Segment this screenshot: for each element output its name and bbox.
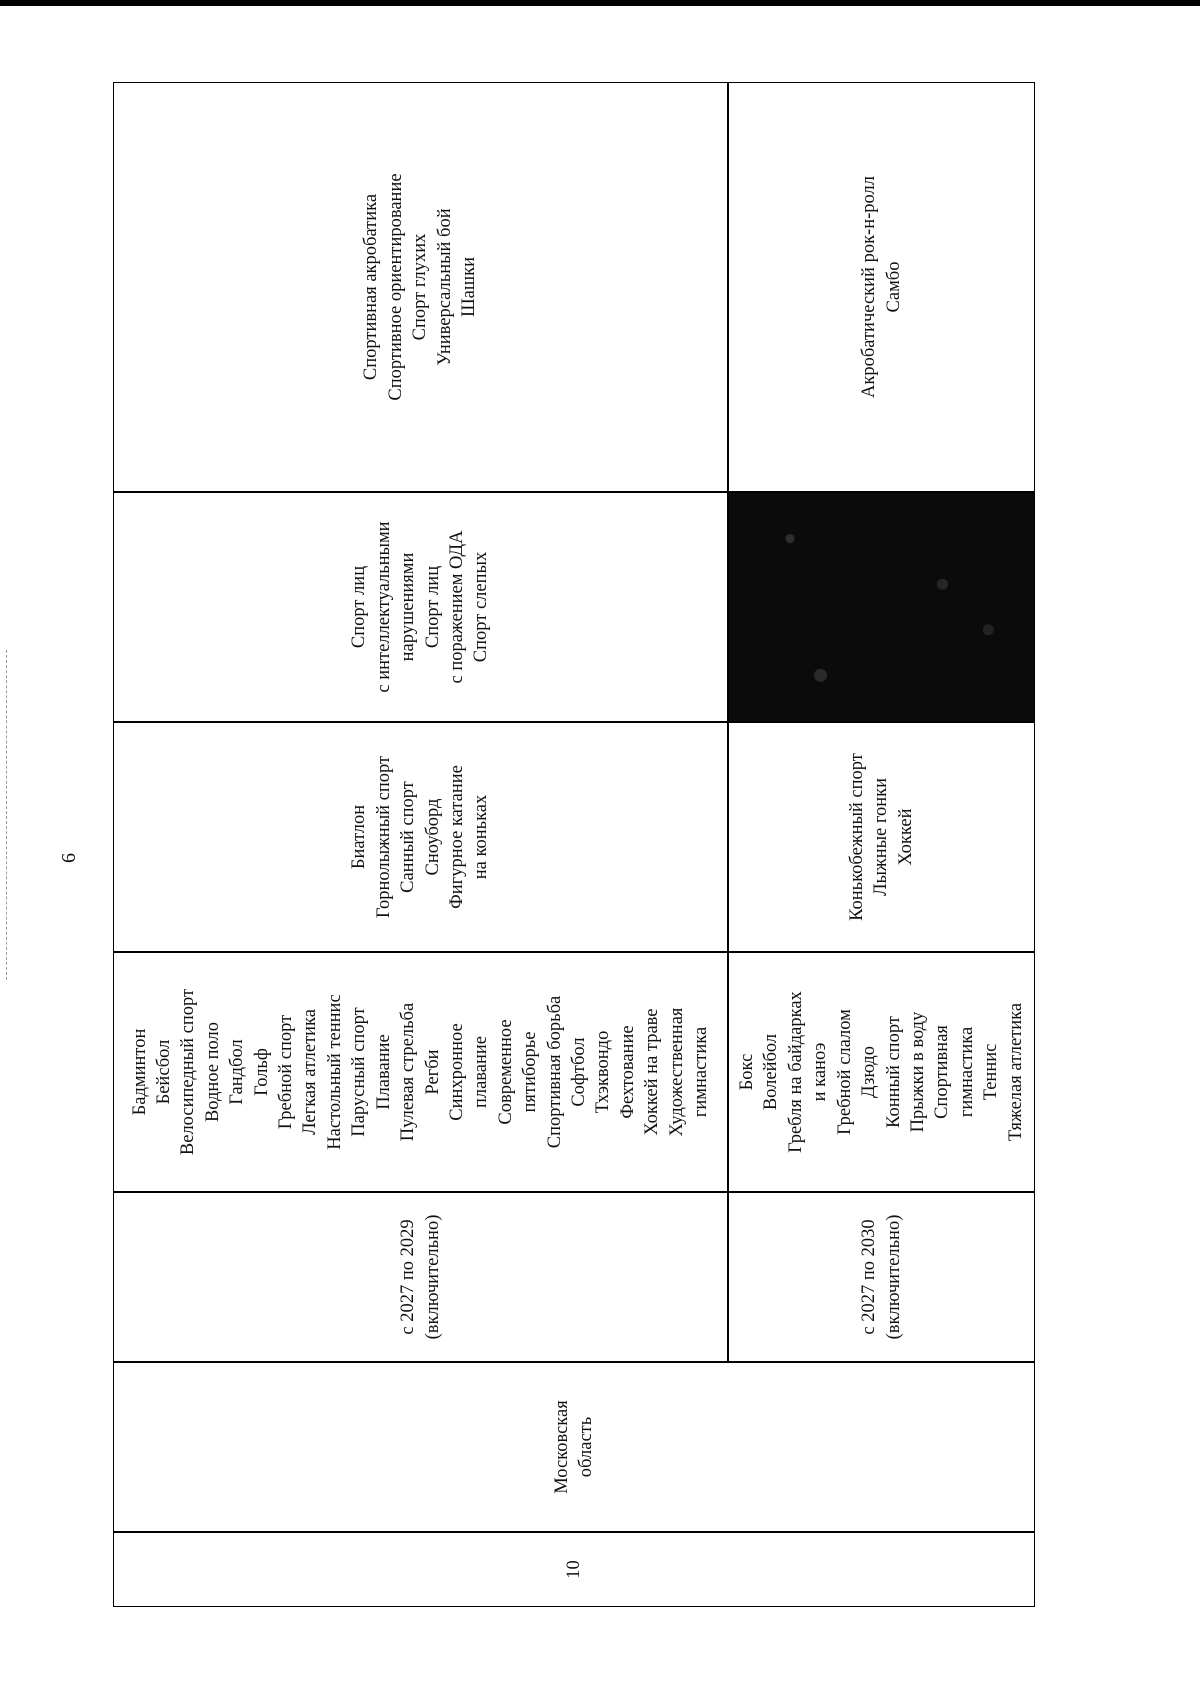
sport-name: Современное: [495, 1019, 516, 1125]
summer-sports-list: [735, 991, 1028, 1153]
period-line: (включительно): [422, 1214, 443, 1340]
sport-name: Бадминтон: [129, 1028, 150, 1116]
region-line: Московская: [551, 1400, 572, 1494]
sport-name: с интеллектуальными: [373, 521, 394, 693]
sport-name: Синхронное: [446, 1023, 467, 1121]
sport-name: и каноэ: [810, 1042, 831, 1102]
sport-name: Дзюдо: [859, 1046, 880, 1098]
summer-sports-list: [128, 989, 714, 1155]
sport-name: Регби: [422, 1049, 443, 1095]
sport-name: Бокс: [737, 1053, 758, 1091]
sport-name: гимнастика: [690, 1026, 711, 1118]
sport-name: Волейбол: [761, 1033, 782, 1111]
region-line: область: [576, 1416, 596, 1478]
adaptive-sports-cell: [113, 492, 728, 722]
sport-name: Спорт лиц: [422, 565, 443, 649]
period-line: (включительно): [883, 1214, 904, 1340]
sport-name: Парусный спорт: [349, 1007, 370, 1137]
sport-name: Бейсбол: [154, 1039, 175, 1105]
sport-name: Фигурное катание: [446, 765, 467, 909]
sport-name: гимнастика: [956, 1026, 977, 1118]
sport-name: Тхэквондо: [593, 1030, 614, 1114]
other-sports-list: [857, 176, 906, 398]
sport-name: Фехтование: [617, 1025, 638, 1119]
sport-name: Гребной спорт: [276, 1014, 297, 1130]
sport-name: Плавание: [373, 1034, 394, 1110]
sport-name: Акробатический рок-н-ролл: [859, 176, 880, 399]
sport-name: Самбо: [883, 261, 904, 313]
sport-name: Легкая атлетика: [300, 1009, 321, 1135]
table-row: [728, 82, 1035, 1607]
sport-name: Лыжные гонки: [871, 777, 892, 897]
sport-name: Спортивная борьба: [544, 995, 565, 1149]
sport-name: Гандбол: [227, 1039, 248, 1105]
sport-name: Пулевая стрельба: [398, 1002, 419, 1142]
scan-side-mark: [6, 650, 8, 980]
sport-name: Гольф: [251, 1048, 272, 1096]
scan-top-edge: [0, 0, 1200, 6]
sport-name: Горнолыжный спорт: [373, 755, 394, 919]
other-sports-cell: [728, 82, 1035, 492]
sport-name: Конный спорт: [883, 1016, 904, 1128]
sport-name: Биатлон: [349, 804, 370, 870]
sport-name: Спортивная: [932, 1025, 953, 1119]
other-sports-cell: [113, 82, 728, 492]
blacked-out-cell: [728, 492, 1035, 722]
sport-name: Спорт слепых: [471, 551, 492, 663]
row-number: 10: [563, 1560, 584, 1579]
sport-name: Велосипедный спорт: [178, 988, 199, 1156]
other-sports-list: [359, 173, 481, 400]
sport-name: Художественная: [666, 1007, 687, 1137]
sport-name: Софтбол: [568, 1037, 589, 1107]
sport-name: на коньках: [471, 794, 492, 880]
sport-name: Настольный теннис: [324, 994, 345, 1150]
sport-name: пятиборье: [520, 1031, 541, 1113]
sport-name: Гребной слалом: [834, 1009, 855, 1135]
period-cell: [728, 1192, 1035, 1362]
sport-name: Санный спорт: [398, 781, 419, 893]
sport-name: Шашки: [459, 257, 480, 318]
winter-sports-cell: [728, 722, 1035, 952]
summer-sports-cell: [113, 952, 728, 1192]
sport-name: Гребля на байдарках: [785, 991, 806, 1153]
sport-name: Теннис: [981, 1043, 1002, 1101]
period-line: с 2027 по 2030: [859, 1219, 880, 1335]
period-cell: [113, 1192, 728, 1362]
page-number: 6: [58, 853, 80, 863]
table-row: [113, 82, 728, 1607]
sport-name: Прыжки в воду: [907, 1011, 928, 1133]
sport-name: Сноуборд: [422, 798, 443, 876]
winter-sports-cell: [113, 722, 728, 952]
sport-name: Водное поло: [202, 1021, 223, 1123]
sport-name: нарушениями: [398, 552, 419, 662]
sport-name: плавание: [471, 1035, 492, 1109]
sport-name: Спортивная акробатика: [361, 193, 382, 381]
sport-name: Спорт лиц: [349, 565, 370, 649]
sports-table: [113, 82, 1035, 1607]
period-line: с 2027 по 2029: [398, 1219, 419, 1335]
summer-sports-cell: [728, 952, 1035, 1192]
winter-sports-list: [845, 753, 918, 921]
sport-name: Конькобежный спорт: [846, 753, 867, 921]
sport-name: с поражением ОДА: [446, 530, 467, 684]
sport-name: Спорт глухих: [410, 233, 431, 341]
sport-name: Тяжелая атлетика: [1005, 1002, 1026, 1142]
adaptive-sports-list: [347, 521, 493, 692]
sport-name: Хоккей: [895, 808, 916, 866]
sport-name: Спортивное ориентирование: [385, 173, 406, 401]
sport-name: Универсальный бой: [434, 208, 455, 366]
winter-sports-list: [347, 756, 493, 918]
sport-name: Хоккей на траве: [642, 1008, 663, 1136]
